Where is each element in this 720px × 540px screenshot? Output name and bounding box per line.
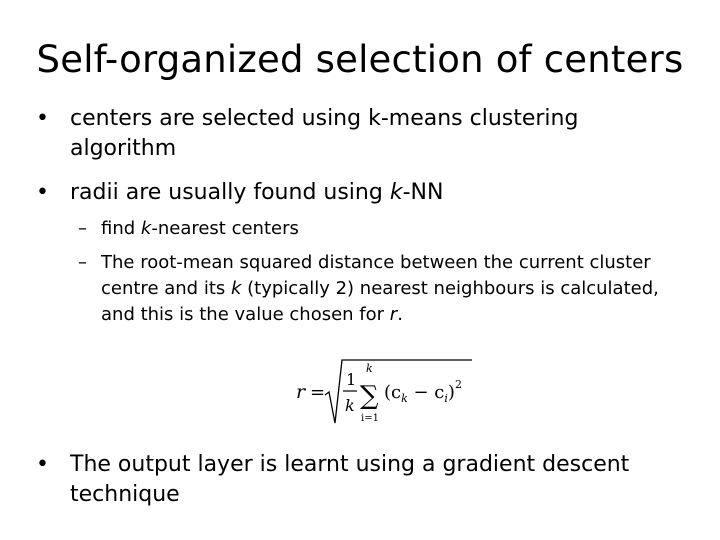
bullet-marker: •	[36, 452, 49, 477]
formula-term	[384, 378, 462, 405]
rms-radius-formula	[294, 355, 474, 429]
sum-lower-limit: i=1	[361, 413, 379, 424]
sub-bullet-marker: –	[78, 252, 87, 273]
bullet-marker: •	[36, 106, 49, 131]
text-run: -nearest centers	[151, 218, 299, 239]
sub-bullet-rms	[78, 250, 678, 328]
text-run: radii are usually found using	[70, 180, 390, 205]
sum-symbol: ∑	[360, 381, 379, 411]
text-run: -NN	[402, 180, 444, 205]
superscript-2: 2	[454, 378, 462, 391]
text-run: find	[101, 218, 141, 239]
open-paren-c: (c	[384, 382, 402, 403]
text-run: The root-mean squared distance between the current cluster centre and its	[101, 252, 651, 299]
bullet-centers	[36, 104, 676, 164]
sub-bullet-text	[101, 216, 678, 242]
frac-numerator: 1	[346, 370, 357, 389]
formula-lhs: r	[296, 381, 306, 403]
text-run: .	[397, 304, 403, 325]
bullet-text: centers are selected using k-means clustering algorithm	[70, 106, 579, 161]
sub-bullet-marker: –	[78, 218, 87, 239]
bullet-marker: •	[36, 180, 49, 205]
bullet-text: The output layer is learnt using a gradient descent technique	[70, 452, 630, 507]
bullet-text	[70, 178, 676, 208]
close-paren: )	[447, 382, 455, 403]
italic-k: k	[389, 180, 403, 205]
subscript-i: i	[444, 392, 448, 405]
sub-bullet-text	[101, 250, 678, 328]
slide-title: Self-organized selection of centers	[36, 38, 684, 81]
italic-k: k	[230, 278, 242, 299]
sum-upper-limit: k	[366, 362, 373, 375]
subscript-k: k	[401, 392, 408, 405]
frac-denominator: k	[345, 396, 355, 415]
formula-equals: =	[310, 382, 326, 403]
bullet-output-layer	[36, 450, 676, 510]
italic-r: r	[389, 304, 398, 325]
bullet-radii	[36, 178, 676, 208]
sub-bullet-nearest	[78, 216, 678, 242]
minus-c: − c	[407, 382, 445, 403]
italic-k: k	[140, 218, 152, 239]
text-run: (typically 2) nearest neighbours is calculated, and this is the value chosen for	[101, 278, 659, 325]
